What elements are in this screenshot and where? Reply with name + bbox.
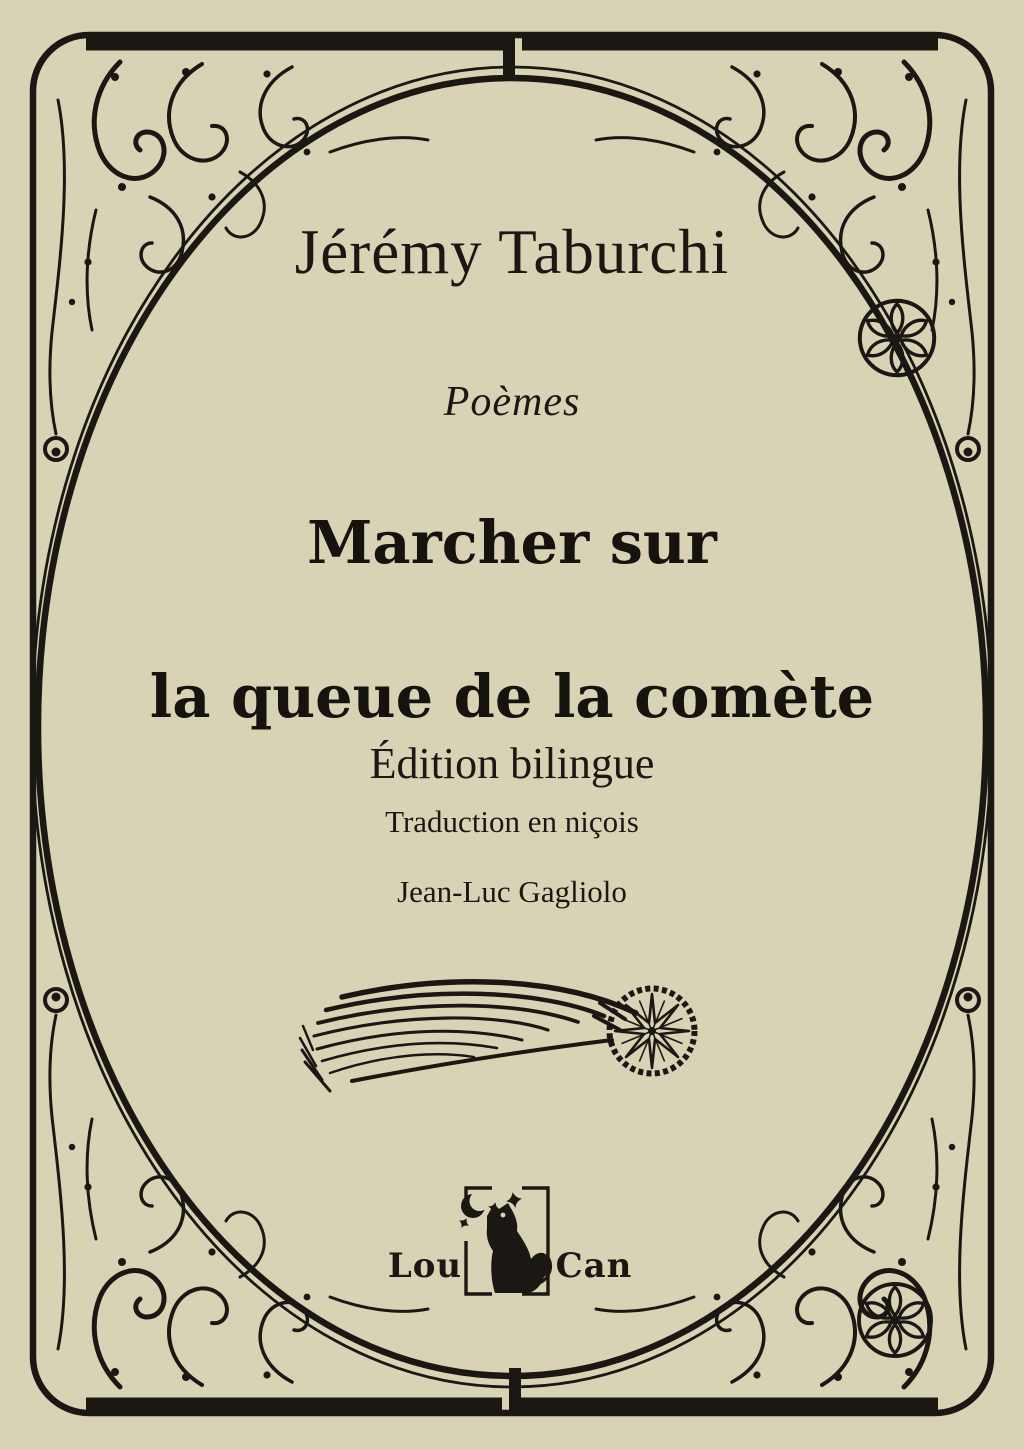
flower-medallion-icon — [859, 1284, 931, 1356]
translation-line-1: Traduction en niçois — [385, 804, 639, 839]
publisher-name-right: Can — [555, 1246, 633, 1286]
genre-label: Poèmes — [443, 379, 581, 425]
dog-icon — [487, 1203, 551, 1293]
translator-name: Jean-Luc Gagliolo — [397, 874, 627, 909]
author-name: Jérémy Taburchi — [294, 217, 730, 287]
book-title-line-1: Marcher sur — [307, 508, 717, 577]
book-title — [0, 504, 1024, 735]
book-title-line-2: la queue de la comète — [149, 662, 875, 731]
translation-credit — [0, 804, 1024, 909]
comet-illustration — [300, 982, 695, 1091]
comet-tail — [300, 982, 636, 1091]
edition-label: Édition bilingue — [369, 739, 655, 788]
star-icon — [456, 1215, 471, 1230]
flower-medallion-icon — [860, 301, 934, 375]
publisher-logo — [456, 1188, 550, 1294]
publisher-name-left: Lou — [387, 1246, 463, 1286]
comet-star-head — [610, 989, 695, 1074]
